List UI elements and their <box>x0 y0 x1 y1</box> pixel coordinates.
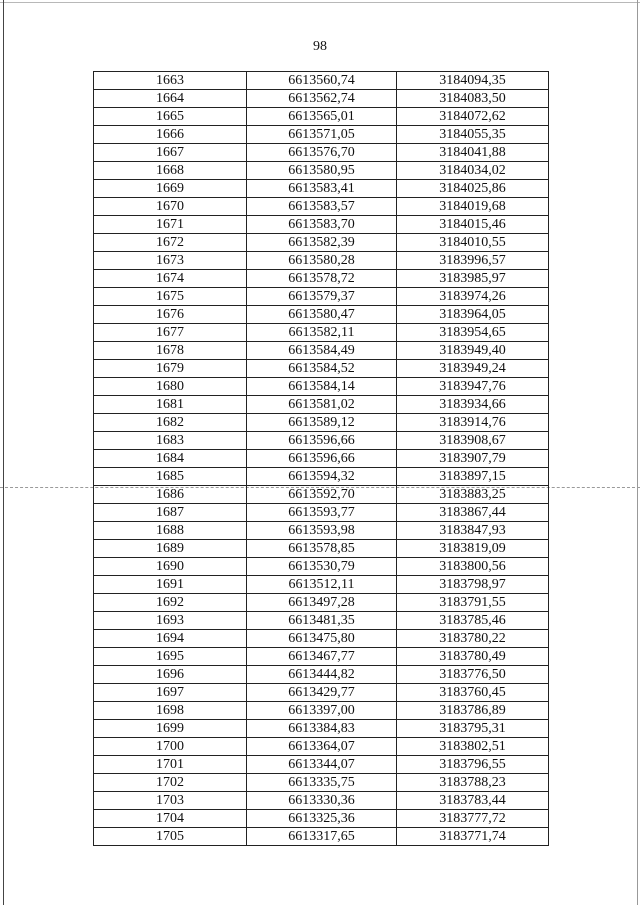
table-row <box>94 342 549 360</box>
scan-edge-right <box>637 0 638 905</box>
y-coordinate-cell: 3183934,66 <box>397 396 549 414</box>
x-coordinate-cell: 6613571,05 <box>247 126 397 144</box>
table-row <box>94 594 549 612</box>
y-coordinate-cell: 3183785,46 <box>397 612 549 630</box>
point-number-cell: 1669 <box>94 180 247 198</box>
y-coordinate-cell: 3183783,44 <box>397 792 549 810</box>
y-coordinate-cell: 3183867,44 <box>397 504 549 522</box>
table-row <box>94 216 549 234</box>
table-row <box>94 558 549 576</box>
y-coordinate-cell: 3183949,24 <box>397 360 549 378</box>
y-coordinate-cell: 3183777,72 <box>397 810 549 828</box>
point-number-cell: 1686 <box>94 486 247 504</box>
x-coordinate-cell: 6613579,37 <box>247 288 397 306</box>
x-coordinate-cell: 6613317,65 <box>247 828 397 846</box>
y-coordinate-cell: 3184025,86 <box>397 180 549 198</box>
coordinates-table <box>93 71 549 846</box>
x-coordinate-cell: 6613594,32 <box>247 468 397 486</box>
y-coordinate-cell: 3183964,05 <box>397 306 549 324</box>
table-row <box>94 180 549 198</box>
x-coordinate-cell: 6613578,72 <box>247 270 397 288</box>
table-row <box>94 414 549 432</box>
point-number-cell: 1689 <box>94 540 247 558</box>
y-coordinate-cell: 3183802,51 <box>397 738 549 756</box>
x-coordinate-cell: 6613576,70 <box>247 144 397 162</box>
y-coordinate-cell: 3183788,23 <box>397 774 549 792</box>
x-coordinate-cell: 6613583,70 <box>247 216 397 234</box>
table-row <box>94 360 549 378</box>
x-coordinate-cell: 6613384,83 <box>247 720 397 738</box>
point-number-cell: 1674 <box>94 270 247 288</box>
point-number-cell: 1664 <box>94 90 247 108</box>
x-coordinate-cell: 6613475,80 <box>247 630 397 648</box>
x-coordinate-cell: 6613512,11 <box>247 576 397 594</box>
table-row <box>94 144 549 162</box>
table-row <box>94 522 549 540</box>
point-number-cell: 1685 <box>94 468 247 486</box>
x-coordinate-cell: 6613429,77 <box>247 684 397 702</box>
y-coordinate-cell: 3183897,15 <box>397 468 549 486</box>
table-row <box>94 108 549 126</box>
y-coordinate-cell: 3184015,46 <box>397 216 549 234</box>
x-coordinate-cell: 6613335,75 <box>247 774 397 792</box>
y-coordinate-cell: 3183791,55 <box>397 594 549 612</box>
table-row <box>94 486 549 504</box>
x-coordinate-cell: 6613581,02 <box>247 396 397 414</box>
point-number-cell: 1665 <box>94 108 247 126</box>
x-coordinate-cell: 6613562,74 <box>247 90 397 108</box>
y-coordinate-cell: 3184072,62 <box>397 108 549 126</box>
table-row <box>94 612 549 630</box>
y-coordinate-cell: 3183776,50 <box>397 666 549 684</box>
x-coordinate-cell: 6613444,82 <box>247 666 397 684</box>
x-coordinate-cell: 6613344,07 <box>247 756 397 774</box>
point-number-cell: 1673 <box>94 252 247 270</box>
table-row <box>94 684 549 702</box>
x-coordinate-cell: 6613584,49 <box>247 342 397 360</box>
y-coordinate-cell: 3184010,55 <box>397 234 549 252</box>
x-coordinate-cell: 6613578,85 <box>247 540 397 558</box>
table-row <box>94 162 549 180</box>
x-coordinate-cell: 6613582,39 <box>247 234 397 252</box>
point-number-cell: 1666 <box>94 126 247 144</box>
x-coordinate-cell: 6613397,00 <box>247 702 397 720</box>
point-number-cell: 1679 <box>94 360 247 378</box>
x-coordinate-cell: 6613467,77 <box>247 648 397 666</box>
point-number-cell: 1690 <box>94 558 247 576</box>
table-row <box>94 324 549 342</box>
point-number-cell: 1705 <box>94 828 247 846</box>
point-number-cell: 1696 <box>94 666 247 684</box>
table-row <box>94 270 549 288</box>
point-number-cell: 1703 <box>94 792 247 810</box>
y-coordinate-cell: 3183908,67 <box>397 432 549 450</box>
point-number-cell: 1694 <box>94 630 247 648</box>
y-coordinate-cell: 3183771,74 <box>397 828 549 846</box>
table-row <box>94 576 549 594</box>
scan-edge-left <box>3 0 4 905</box>
y-coordinate-cell: 3183974,26 <box>397 288 549 306</box>
point-number-cell: 1676 <box>94 306 247 324</box>
table-row <box>94 450 549 468</box>
y-coordinate-cell: 3183847,93 <box>397 522 549 540</box>
y-coordinate-cell: 3184019,68 <box>397 198 549 216</box>
point-number-cell: 1683 <box>94 432 247 450</box>
point-number-cell: 1695 <box>94 648 247 666</box>
point-number-cell: 1698 <box>94 702 247 720</box>
point-number-cell: 1682 <box>94 414 247 432</box>
point-number-cell: 1670 <box>94 198 247 216</box>
y-coordinate-cell: 3183996,57 <box>397 252 549 270</box>
x-coordinate-cell: 6613589,12 <box>247 414 397 432</box>
point-number-cell: 1678 <box>94 342 247 360</box>
point-number-cell: 1677 <box>94 324 247 342</box>
y-coordinate-cell: 3183883,25 <box>397 486 549 504</box>
table-row <box>94 198 549 216</box>
y-coordinate-cell: 3183780,22 <box>397 630 549 648</box>
page-number: 98 <box>313 39 327 54</box>
x-coordinate-cell: 6613584,14 <box>247 378 397 396</box>
x-coordinate-cell: 6613596,66 <box>247 450 397 468</box>
x-coordinate-cell: 6613583,41 <box>247 180 397 198</box>
x-coordinate-cell: 6613582,11 <box>247 324 397 342</box>
point-number-cell: 1687 <box>94 504 247 522</box>
point-number-cell: 1675 <box>94 288 247 306</box>
point-number-cell: 1667 <box>94 144 247 162</box>
table-row <box>94 504 549 522</box>
point-number-cell: 1671 <box>94 216 247 234</box>
table-row <box>94 756 549 774</box>
table-row <box>94 90 549 108</box>
table-row <box>94 378 549 396</box>
x-coordinate-cell: 6613583,57 <box>247 198 397 216</box>
table-row <box>94 288 549 306</box>
table-row <box>94 648 549 666</box>
x-coordinate-cell: 6613530,79 <box>247 558 397 576</box>
table-row <box>94 72 549 90</box>
point-number-cell: 1701 <box>94 756 247 774</box>
table-row <box>94 306 549 324</box>
x-coordinate-cell: 6613593,77 <box>247 504 397 522</box>
table-row <box>94 810 549 828</box>
y-coordinate-cell: 3183800,56 <box>397 558 549 576</box>
y-coordinate-cell: 3184055,35 <box>397 126 549 144</box>
point-number-cell: 1697 <box>94 684 247 702</box>
y-coordinate-cell: 3184034,02 <box>397 162 549 180</box>
x-coordinate-cell: 6613580,95 <box>247 162 397 180</box>
table-row <box>94 828 549 846</box>
scan-edge-top <box>0 2 640 3</box>
table-row <box>94 432 549 450</box>
point-number-cell: 1699 <box>94 720 247 738</box>
y-coordinate-cell: 3183819,09 <box>397 540 549 558</box>
x-coordinate-cell: 6613580,47 <box>247 306 397 324</box>
point-number-cell: 1684 <box>94 450 247 468</box>
point-number-cell: 1672 <box>94 234 247 252</box>
point-number-cell: 1702 <box>94 774 247 792</box>
point-number-cell: 1681 <box>94 396 247 414</box>
point-number-cell: 1680 <box>94 378 247 396</box>
point-number-cell: 1704 <box>94 810 247 828</box>
x-coordinate-cell: 6613596,66 <box>247 432 397 450</box>
point-number-cell: 1663 <box>94 72 247 90</box>
table-row <box>94 666 549 684</box>
table-row <box>94 702 549 720</box>
coordinates-table-body <box>94 72 549 846</box>
point-number-cell: 1692 <box>94 594 247 612</box>
point-number-cell: 1700 <box>94 738 247 756</box>
y-coordinate-cell: 3184083,50 <box>397 90 549 108</box>
table-row <box>94 252 549 270</box>
y-coordinate-cell: 3183786,89 <box>397 702 549 720</box>
y-coordinate-cell: 3183796,55 <box>397 756 549 774</box>
x-coordinate-cell: 6613584,52 <box>247 360 397 378</box>
table-row <box>94 738 549 756</box>
y-coordinate-cell: 3184041,88 <box>397 144 549 162</box>
point-number-cell: 1668 <box>94 162 247 180</box>
x-coordinate-cell: 6613580,28 <box>247 252 397 270</box>
point-number-cell: 1691 <box>94 576 247 594</box>
table-row <box>94 540 549 558</box>
table-row <box>94 720 549 738</box>
table-row <box>94 468 549 486</box>
table-row <box>94 234 549 252</box>
x-coordinate-cell: 6613325,36 <box>247 810 397 828</box>
y-coordinate-cell: 3183949,40 <box>397 342 549 360</box>
table-row <box>94 630 549 648</box>
y-coordinate-cell: 3183947,76 <box>397 378 549 396</box>
table-row <box>94 126 549 144</box>
point-number-cell: 1693 <box>94 612 247 630</box>
y-coordinate-cell: 3183985,97 <box>397 270 549 288</box>
table-row <box>94 792 549 810</box>
y-coordinate-cell: 3183907,79 <box>397 450 549 468</box>
x-coordinate-cell: 6613364,07 <box>247 738 397 756</box>
x-coordinate-cell: 6613592,70 <box>247 486 397 504</box>
y-coordinate-cell: 3183798,97 <box>397 576 549 594</box>
y-coordinate-cell: 3183780,49 <box>397 648 549 666</box>
y-coordinate-cell: 3184094,35 <box>397 72 549 90</box>
x-coordinate-cell: 6613330,36 <box>247 792 397 810</box>
y-coordinate-cell: 3183954,65 <box>397 324 549 342</box>
x-coordinate-cell: 6613481,35 <box>247 612 397 630</box>
x-coordinate-cell: 6613565,01 <box>247 108 397 126</box>
table-row <box>94 396 549 414</box>
y-coordinate-cell: 3183760,45 <box>397 684 549 702</box>
table-row <box>94 774 549 792</box>
x-coordinate-cell: 6613593,98 <box>247 522 397 540</box>
point-number-cell: 1688 <box>94 522 247 540</box>
y-coordinate-cell: 3183795,31 <box>397 720 549 738</box>
y-coordinate-cell: 3183914,76 <box>397 414 549 432</box>
x-coordinate-cell: 6613497,28 <box>247 594 397 612</box>
x-coordinate-cell: 6613560,74 <box>247 72 397 90</box>
